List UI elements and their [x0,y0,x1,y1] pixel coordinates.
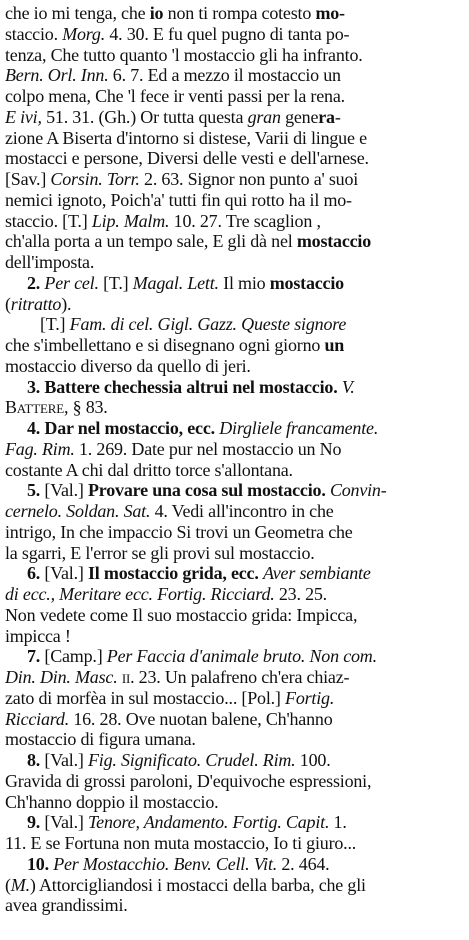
text-segment: Per Faccia d'animale bruto. Non com. [106,646,377,667]
text-segment: mo- [315,3,345,23]
text-segment: Morg. [62,23,106,44]
text-line [5,584,466,605]
text-segment: 6. 7. Ed a mezzo il mostaccio un [108,65,341,86]
text-line [5,231,466,252]
text-segment: colpo mena, Che 'l fece ir venti passi per la rena. [5,86,345,106]
text-segment: mostaccio [296,231,372,252]
text-segment: Battere [5,397,64,418]
text-segment: Dar nel mostaccio, ecc. [44,418,215,438]
text-segment: Fag. Rim. [5,438,75,459]
text-segment: 1. [329,812,347,833]
text-segment: mostaccio [269,272,344,293]
text-segment: 7. [27,646,45,667]
text-segment: 11. E se Fortuna non muta mostaccio, Io ti giuro... [5,833,357,853]
text-segment: zione A Biserta d'intorno si distese, Varii di lingue e [5,127,367,148]
text-segment: [Val.] [44,750,88,770]
text-segment: Magal. Lett. [132,272,219,293]
text-segment: di ecc., Meritare ecc. Fortig. Ricciard. [5,584,275,604]
text-line [5,875,466,896]
text-line [5,211,466,232]
text-line [5,65,466,86]
dictionary-entry-text [5,3,466,916]
text-line [5,688,466,709]
text-segment: Bern. Orl. Inn. [5,65,109,86]
text-line [5,397,466,418]
text-line [5,750,466,771]
text-line [5,812,466,833]
text-segment: Queste signore [241,314,347,335]
text-segment: 1. 269. Date pur nel mostaccio un No [74,438,342,459]
text-line [5,709,466,730]
text-line [5,314,466,335]
text-segment: staccio. [T.] [5,210,92,231]
text-segment: staccio. [5,23,63,44]
text-line [5,107,466,128]
text-segment: ). [61,293,72,314]
text-line [5,501,466,522]
text-segment: [Sav.] [5,169,51,189]
text-segment: io [149,3,164,23]
text-line [5,439,466,460]
text-line [5,335,466,356]
text-segment: Aver sembiante [262,563,371,584]
text-segment: 2. [27,272,45,293]
text-segment: costante A chi dal dritto torce s'allontana. [5,459,293,480]
text-segment: mostacci e persone, Diversi delle vesti e dell'arnese. [5,148,369,169]
text-segment: Fig. Significato. Crudel. Rim. [88,750,296,770]
text-line [5,45,466,66]
text-segment: Dirgliele francamente. [219,418,379,438]
text-segment: mostaccio di figura umana. [5,729,196,750]
text-segment: un [324,335,345,355]
text-segment: 9. [27,812,45,833]
text-segment: Non vedete come Il suo mostaccio grida: Impicca, [5,604,358,625]
text-segment: 8. [27,750,45,770]
text-line [5,792,466,813]
text-segment: Ricciard. [5,708,70,729]
text-segment: Il mostaccio grida, ecc. [88,563,259,584]
text-segment: zato di morfèa in sul mostaccio... [Pol.] [5,687,286,708]
text-segment: 4. 30. E fu quel pugno di tanta po- [105,23,350,44]
text-segment: Convin- [329,480,387,501]
text-segment: 16. 28. Ove nuotan balene, Ch'hanno [69,708,333,729]
text-segment: . 23. Un palafreno ch'era chiaz- [130,667,350,687]
text-segment: 10. 27. Tre scaglion , [169,210,321,231]
text-segment: 2. 63. Signor non punto a' suoi [139,169,359,189]
text-line [5,169,466,190]
text-segment: nemici ignoto, Poich'a' tutti fin qui rotto ha il mo- [5,189,352,210]
text-segment: Per cel. [44,272,99,293]
text-segment: [Val.] [44,812,88,833]
text-line [5,480,466,501]
text-segment: ( [5,293,11,314]
text-segment: che s'imbellettano e si disegnano ogni giorno [5,335,325,355]
text-line [5,252,466,273]
text-line [5,24,466,45]
text-line [5,626,466,647]
text-segment: la sgarri, E l'error se gli provi sul mostaccio. [5,542,315,563]
text-line [5,833,466,854]
text-line [5,294,466,315]
text-segment: Tenore, Andamento. Fortig. Capit. [88,812,330,833]
text-segment: intrigo, In che impaccio Si trovi un Geometra che [5,521,353,542]
text-segment: 10. [27,853,54,874]
text-line [5,522,466,543]
text-segment: ritratto [10,293,62,314]
text-segment: mostaccio diverso da quello di jeri. [5,355,251,376]
text-segment: tenza, Che tutto quanto 'l mostaccio gli ha infranto. [5,44,363,65]
text-line [5,895,466,916]
text-segment: 4. [27,418,45,438]
text-segment: , § 83. [64,397,108,418]
text-line [5,729,466,750]
text-segment: [Val.] [44,480,88,501]
text-segment: V. [341,376,355,397]
text-segment: cernelo. Soldan. Sat. [5,501,151,521]
text-segment: 2. 464. [277,853,330,874]
text-segment: 100. [295,750,331,770]
text-line [5,646,466,667]
text-line [5,563,466,584]
text-segment: Fortig. [285,687,335,708]
text-segment: Il mio [218,272,270,293]
text-segment: ra [318,106,335,127]
text-line [5,273,466,294]
text-line [5,148,466,169]
text-segment: 51. 31. (Gh.) Or tutta questa [41,106,248,127]
text-segment: 6. [27,563,45,584]
text-segment: Lip. Malm. [91,210,170,231]
text-line [5,418,466,439]
text-segment: M. [10,874,30,895]
text-line [5,3,466,24]
text-segment: Fam. di cel. Gigl. Gazz. [69,314,237,335]
text-segment: Ch'hanno doppio il mostaccio. [5,791,219,812]
text-segment: Provare una cosa sul mostaccio. [88,480,326,501]
text-segment: ii [121,667,131,687]
text-segment: - [334,106,341,127]
text-segment: ( [5,874,11,895]
text-line [5,605,466,626]
text-segment: 4. Vedi all'incontro in che [150,501,334,521]
text-line [5,190,466,211]
text-line [5,128,466,149]
text-line [5,771,466,792]
text-line [5,667,466,688]
text-segment: ) Attorcigliandosi i mostacci della barba, che gli [29,874,366,895]
text-line [5,356,466,377]
text-segment: avea grandissimi. [5,895,128,916]
text-segment: Per Mostacchio. Benv. Cell. Vit. [53,853,278,874]
text-segment: [T.] [98,272,133,293]
text-segment: gran [247,106,281,127]
text-segment: 23. 25. [274,584,327,604]
text-segment: [T.] [40,314,70,335]
text-segment: 5. [27,480,45,501]
text-line [5,543,466,564]
text-segment: Gravida di grossi paroloni, D'equivoche espressioni, [5,770,372,791]
text-segment: ch'alla porta a un tempo sale, E gli dà nel [5,231,297,252]
text-line [5,377,466,398]
text-segment: dell'imposta. [5,252,95,272]
text-segment: non ti rompa cotesto [163,3,316,23]
text-line [5,86,466,107]
text-segment: Corsin. Torr. [50,169,140,189]
text-line [5,854,466,875]
text-segment: E ivi, [5,106,42,127]
text-segment: [Camp.] [44,646,107,667]
text-segment: Din. Din. Masc. [5,667,118,687]
text-line [5,460,466,481]
text-segment: che io mi tenga, che [5,3,150,23]
text-segment: gene [280,106,319,127]
text-segment: 3. Battere chechessia altrui nel mostaccio. [27,376,338,397]
text-segment: impicca ! [5,625,71,646]
text-segment: [Val.] [44,563,88,584]
